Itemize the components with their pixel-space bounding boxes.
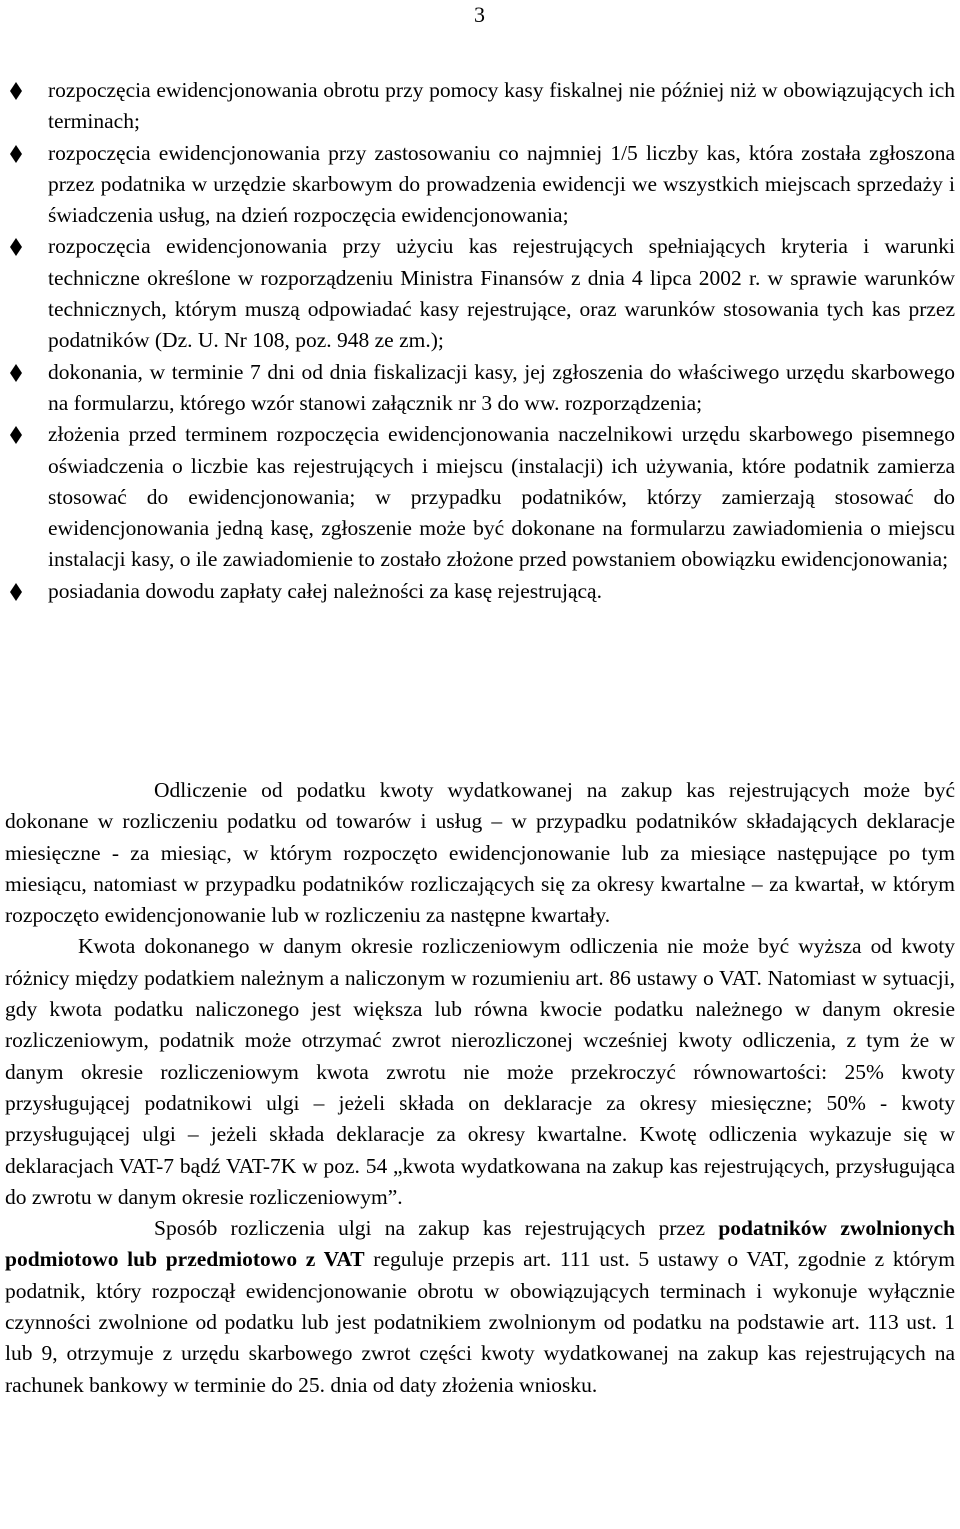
diamond-bullet-icon (9, 82, 23, 100)
diamond-bullet-icon (9, 238, 23, 256)
paragraph-bold-text: podatników zwolnionych podmiotowo lub przedmiotowo z VAT (5, 1216, 955, 1272)
paragraph (5, 1213, 955, 1401)
diamond-bullet-icon (9, 145, 23, 163)
bullet-list (0, 75, 960, 607)
paragraph: Odliczenie od podatku kwoty wydatkowanej na zakup kas rejestrujących może być dokonane w rozliczeniu podatku od towarów i usług – w przypadku podatników składających deklaracje miesięczne - za miesiąc, w którym rozpoczęto ewidencjonowanie lub za miesiące następujące po tym miesiącu, natomiast w przypadku podatników rozliczających się za okresy kwartalne – za kwartał, w którym rozpoczęto ewidencjonowanie lub w rozliczeniu za następne kwartały. (5, 778, 955, 928)
list-item (0, 419, 960, 575)
list-item (0, 75, 960, 138)
list-item (0, 576, 960, 607)
list-item-text: rozpoczęcia ewidencjonowania obrotu przy pomocy kasy fiskalnej nie później niż w obowiązujących ich terminach; (48, 78, 955, 134)
list-item-text: rozpoczęcia ewidencjonowania przy zastosowaniu co najmniej 1/5 liczby kas, która została zgłoszona przez podatnika w urzędzie skarbowym do prowadzenia ewidencji we wszystkich miejscach sprzedaży i świadczenia usług, na dzień rozpoczęcia ewidencjonowania; (48, 140, 955, 228)
list-item-text: złożenia przed terminem rozpoczęcia ewidencjonowania naczelnikowi urzędu skarbowego pisemnego oświadczenia o liczbie kas rejestrujących i miejscu (instalacji) ich używania, które podatnik zamierza stosować do ewidencjonowania; w przypadku podatników, którzy zamierzają stosować do ewidencjonowania jedną kasę, zgłoszenie może być dokonane na formularzu zawiadomienia o miejscu instalacji kasy, o ile zawiadomienie to zostało złożone przed powstaniem obowiązku ewidencjonowania; (48, 422, 955, 572)
diamond-bullet-icon (9, 426, 23, 444)
paragraph-text: reguluje przepis art. 111 ust. 5 ustawy o VAT, zgodnie z którym podatnik, który rozpoczął ewidencjonowanie obrotu w obowiązujących terminach i wykonuje wyłącznie czynności zwolnione od podatku lub jest podatnikiem zwolnionym od podatku na podstawie art. 113 ust. 1 lub 9, otrzymuje z urzędu skarbowego zwrot części kwoty wydatkowanej na zakup kas rejestrujących na rachunek bankowy w terminie do 25. dnia od daty złożenia wniosku. (5, 1247, 955, 1397)
list-item-text: dokonania, w terminie 7 dni od dnia fiskalizacji kasy, jej zgłoszenia do właściwego urzędu skarbowego na formularzu, którego wzór stanowi załącznik nr 3 do ww. rozporządzenia; (48, 359, 955, 415)
list-item-text: rozpoczęcia ewidencjonowania przy użyciu kas rejestrujących spełniających kryteria i warunki techniczne określone w rozporządzeniu Ministra Finansów z dnia 4 lipca 2002 r. w sprawie warunków technicznych, którym muszą odpowiadać kasy rejestrujące, oraz warunków stosowania tych kas przez podatników (Dz. U. Nr 108, poz. 948 ze zm.); (48, 234, 955, 353)
paragraph: Kwota dokonanego w danym okresie rozliczeniowym odliczenia nie może być wyższa od kwoty różnicy między podatkiem należnym a naliczonym w rozumieniu art. 86 ustawy o VAT. Natomiast w sytuacji, gdy kwota podatku naliczonego jest większa lub równa kwocie podatku należnego w danym okresie rozliczeniowym, podatnik może otrzymać zwrot nierozliczonej wcześniej kwoty odliczenia, z tym że w danym okresie rozliczeniowym kwota zwrotu nie może przekroczyć równowartości: 25% kwoty przysługującej podatnikowi ulgi – jeżeli składa on deklaracje za okresy miesięczne; 50% - kwoty przysługującej ulgi – jeżeli składa deklaracje za okresy kwartalne. Kwotę odliczenia wykazuje się w deklaracjach VAT-7 bądź VAT-7K w poz. 54 „kwota wydatkowana na zakup kas rejestrujących, przysługująca do zwrotu w danym okresie rozliczeniowym”. (5, 934, 955, 1209)
diamond-bullet-icon (9, 583, 23, 601)
page-number: 3 (474, 2, 485, 27)
list-item (0, 357, 960, 420)
list-item-text: posiadania dowodu zapłaty całej należności za kasę rejestrującą. (48, 578, 602, 603)
list-item (0, 231, 960, 356)
diamond-bullet-icon (9, 364, 23, 382)
body-text (5, 775, 955, 1401)
paragraph-text: Sposób rozliczenia ulgi na zakup kas rejestrujących przez (154, 1216, 719, 1241)
list-item (0, 138, 960, 232)
